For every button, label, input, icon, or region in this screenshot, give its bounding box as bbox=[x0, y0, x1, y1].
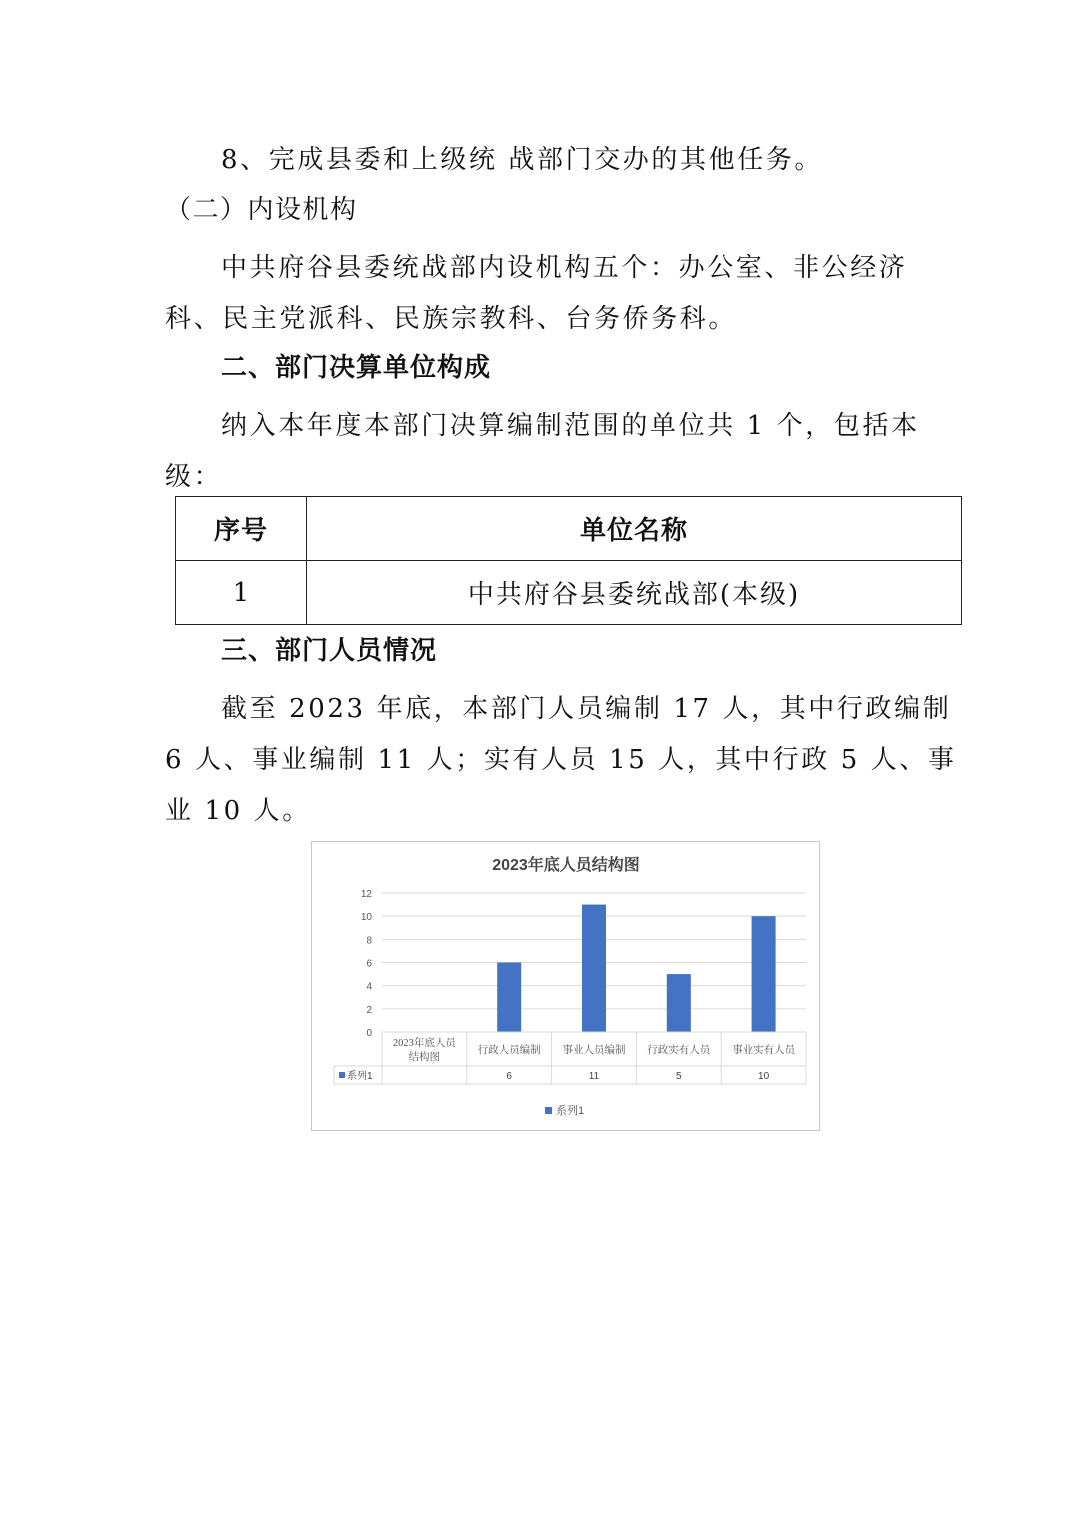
section-heading-units: 二、部门决算单位构成 bbox=[221, 353, 492, 383]
subsection-heading-internal-structure: （二）内设机构 bbox=[165, 195, 358, 225]
staff-paragraph-line-2: 6 人、事业编制 11 人；实有人员 15 人，其中行政 5 人、事 bbox=[165, 745, 957, 775]
units-paragraph-line-1: 纳入本年度本部门决算编制范围的单位共 1 个，包括本 bbox=[221, 411, 920, 441]
staff-paragraph-line-1: 截至 2023 年底，本部门人员编制 17 人，其中行政编制 bbox=[221, 694, 952, 724]
table-header-row bbox=[176, 497, 962, 561]
category-label: 行政实有人员 bbox=[647, 1045, 711, 1056]
header-seq: 序号 bbox=[176, 497, 307, 561]
chart-title: 2023年底人员结构图 bbox=[492, 857, 640, 874]
bar bbox=[752, 916, 776, 1032]
item-8-text: 8、完成县委和上级统 战部门交办的其他任务。 bbox=[221, 145, 824, 175]
data-table-value: 11 bbox=[588, 1071, 600, 1082]
chart-legend bbox=[545, 1103, 584, 1117]
chart-svg bbox=[312, 842, 821, 1132]
data-table-value: 6 bbox=[506, 1071, 512, 1082]
units-table bbox=[175, 496, 962, 625]
cell-unit-name: 中共府谷县委统战部(本级) bbox=[307, 561, 962, 625]
data-table-value: 5 bbox=[676, 1071, 682, 1082]
category-label: 结构图 bbox=[408, 1052, 441, 1063]
staff-paragraph-line-3: 业 10 人。 bbox=[165, 796, 311, 826]
bar bbox=[667, 974, 691, 1032]
org-paragraph-line-1: 中共府谷县委统战部内设机构五个：办公室、非公经济 bbox=[221, 253, 908, 283]
table-row bbox=[176, 561, 962, 625]
section-heading-staff: 三、部门人员情况 bbox=[221, 636, 438, 666]
table-legend-swatch bbox=[339, 1072, 345, 1078]
table-series-label: 系列1 bbox=[347, 1071, 373, 1082]
y-tick-label: 4 bbox=[366, 981, 372, 993]
legend-swatch bbox=[545, 1107, 552, 1114]
staff-structure-chart bbox=[311, 841, 820, 1131]
bar bbox=[582, 905, 606, 1032]
legend-label: 系列1 bbox=[556, 1105, 585, 1117]
y-tick-label: 6 bbox=[366, 958, 372, 970]
y-tick-label: 0 bbox=[366, 1028, 372, 1039]
cell-seq: 1 bbox=[176, 561, 307, 625]
data-table-value: 10 bbox=[758, 1071, 770, 1082]
y-tick-label: 12 bbox=[360, 889, 372, 900]
y-tick-label: 2 bbox=[366, 1004, 372, 1016]
category-label: 事业实有人员 bbox=[732, 1045, 796, 1056]
y-tick-label: 8 bbox=[366, 935, 372, 947]
y-tick-label: 10 bbox=[360, 912, 372, 924]
bar bbox=[497, 963, 521, 1033]
units-paragraph-line-2: 级： bbox=[165, 462, 223, 492]
org-paragraph-line-2: 科、民主党派科、民族宗教科、台务侨务科。 bbox=[165, 304, 738, 334]
header-unit-name: 单位名称 bbox=[307, 497, 962, 561]
category-label: 2023年底人员 bbox=[392, 1038, 456, 1049]
category-label: 事业人员编制 bbox=[562, 1045, 626, 1056]
category-label: 行政人员编制 bbox=[477, 1045, 541, 1056]
